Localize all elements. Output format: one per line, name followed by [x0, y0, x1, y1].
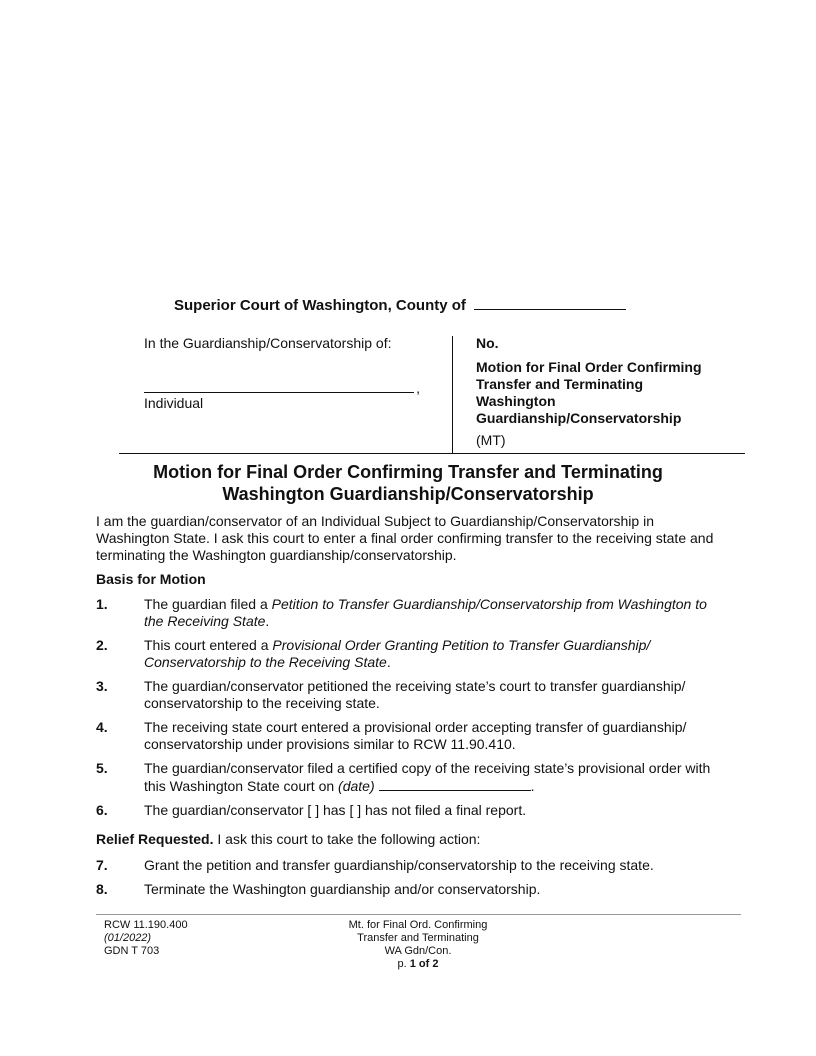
- list-item: [96, 857, 726, 874]
- item-text: The guardian/conservator [ ] has [ ] has not filed a final report.: [144, 802, 527, 818]
- county-blank[interactable]: [474, 295, 626, 310]
- list-item: [96, 760, 726, 795]
- list-item: [96, 719, 726, 753]
- item-number: 2.: [96, 637, 108, 653]
- footer-rcw: RCW 11.190.400: [104, 919, 188, 931]
- relief-list: [96, 857, 726, 905]
- caption-doc-code: (MT): [476, 432, 506, 448]
- item-number: 1.: [96, 596, 108, 612]
- item-text: This court entered a: [144, 637, 273, 653]
- name-suffix: ,: [416, 380, 420, 396]
- list-item: [96, 596, 726, 630]
- caption-right: [476, 335, 706, 448]
- item-italic: (date): [338, 778, 375, 794]
- page-of: of: [415, 958, 433, 970]
- page-number: [318, 958, 518, 971]
- relief-heading: Relief Requested.: [96, 831, 214, 847]
- relief-heading-line: [96, 831, 480, 847]
- caption-vertical-divider: [452, 336, 453, 454]
- item-text: Grant the petition and transfer guardianship/conservatorship to the receiving state.: [144, 857, 654, 873]
- item-text: Terminate the Washington guardianship and/or conservatorship.: [144, 881, 541, 897]
- item-text: The guardian/conservator filed a certified copy of the receiving state’s provisional order with this Washington State court on: [144, 760, 711, 794]
- case-number-label: No.: [476, 335, 499, 351]
- footer-title-1: Mt. for Final Ord. Confirming: [348, 919, 488, 931]
- list-item: [96, 881, 726, 898]
- intro-paragraph: I am the guardian/conservator of an Individual Subject to Guardianship/Conservatorship in Washington State. I ask this court to enter a final order confirming transfer to the receiving state and terminating the Washington guardianship/conservatorship.: [96, 513, 714, 563]
- item-italic: Petition to Transfer Guardianship/Conservatorship from Washington to the Receiving State: [144, 596, 707, 629]
- date-blank[interactable]: [379, 777, 531, 791]
- caption-doc-title: Motion for Final Order Confirming Transfer and Terminating Washington Guardianship/Conservatorship: [476, 359, 702, 426]
- item-post: .: [386, 654, 391, 670]
- page-prefix: p.: [397, 958, 410, 970]
- footer-divider: [96, 914, 741, 915]
- item-number: 8.: [96, 881, 108, 897]
- title-line-2: Washington Guardianship/Conservatorship: [222, 484, 594, 504]
- court-title: Superior Court of Washington, County of: [174, 297, 466, 314]
- footer-form-number: GDN T 703: [104, 945, 160, 957]
- item-text: The guardian filed a: [144, 596, 272, 612]
- basis-heading: Basis for Motion: [96, 571, 206, 587]
- footer-title-3: WA Gdn/Con.: [384, 945, 452, 957]
- caption-horizontal-divider: [119, 453, 745, 454]
- caption-individual: Individual: [144, 395, 204, 411]
- item-text: The guardian/conservator petitioned the receiving state’s court to transfer guardianship/ conservatorship to the receiving state.: [144, 678, 686, 711]
- page-total: 2: [432, 958, 439, 970]
- title-line-1: Motion for Final Order Confirming Transfer and Terminating: [153, 462, 663, 482]
- list-item: [96, 637, 726, 671]
- footer-title-2: Transfer and Terminating: [357, 932, 479, 944]
- footer-center: [318, 919, 518, 971]
- list-item: [96, 678, 726, 712]
- basis-list: [96, 596, 726, 826]
- court-header: [174, 295, 626, 314]
- item-number: 3.: [96, 678, 108, 694]
- list-item: [96, 802, 726, 819]
- page-current: 1: [409, 958, 416, 970]
- footer-date: (01/2022): [104, 932, 152, 944]
- page-title: [100, 461, 716, 505]
- caption-matter: In the Guardianship/Conservatorship of:: [144, 335, 392, 351]
- footer-left: [104, 919, 188, 958]
- item-text: The receiving state court entered a provisional order accepting transfer of guardianship/ conservatorship under provisions similar to RCW 11.90.410.: [144, 719, 687, 752]
- item-post: .: [530, 778, 535, 794]
- relief-text: I ask this court to take the following action:: [213, 831, 481, 847]
- item-number: 5.: [96, 760, 108, 776]
- individual-name-blank[interactable]: [144, 376, 420, 396]
- item-number: 7.: [96, 857, 108, 873]
- item-number: 4.: [96, 719, 108, 735]
- caption-left: [144, 335, 420, 411]
- item-post: .: [265, 613, 270, 629]
- item-number: 6.: [96, 802, 108, 818]
- item-italic: Provisional Order Granting Petition to Transfer Guardianship/ Conservatorship to the Receiving State: [144, 637, 651, 670]
